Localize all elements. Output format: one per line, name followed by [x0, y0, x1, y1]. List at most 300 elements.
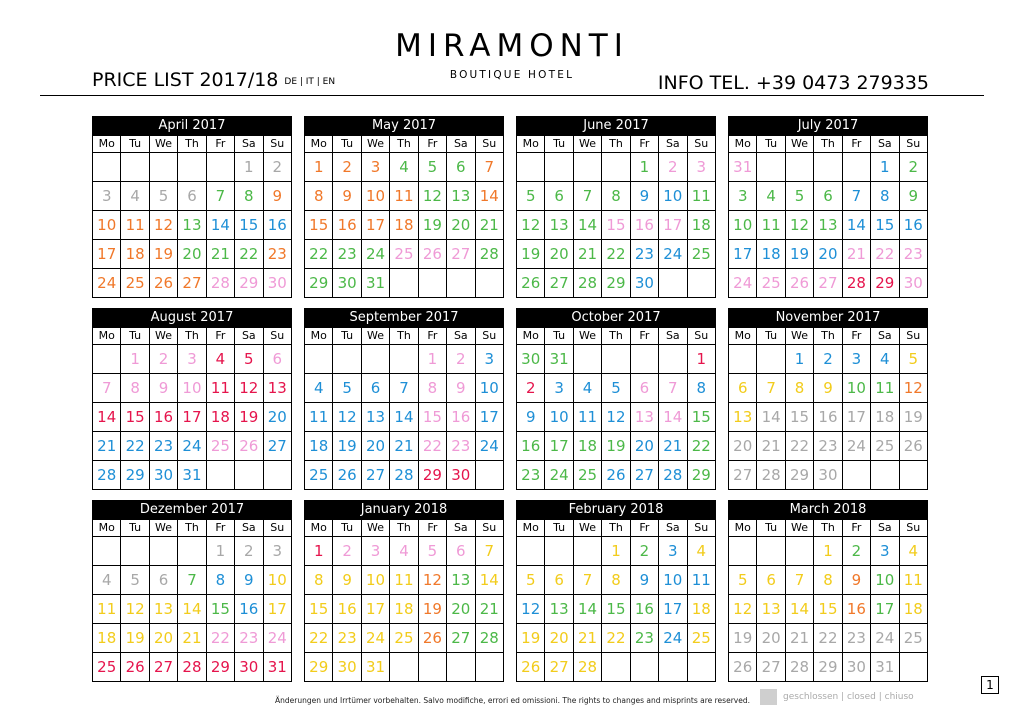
weekday-header: Th — [814, 136, 842, 153]
day-cell: 14 — [785, 595, 813, 624]
day-cell: 9 — [149, 374, 177, 403]
weekday-header: Sa — [447, 136, 475, 153]
week-row — [517, 566, 716, 595]
day-cell: 10 — [263, 566, 291, 595]
day-cell — [687, 269, 715, 298]
month-title: May 2017 — [304, 116, 504, 135]
day-cell: 30 — [842, 653, 870, 682]
day-cell: 17 — [263, 595, 291, 624]
day-cell: 29 — [814, 653, 842, 682]
day-cell: 6 — [545, 182, 573, 211]
day-cell — [305, 345, 333, 374]
day-cell: 5 — [517, 182, 545, 211]
day-cell: 8 — [871, 182, 899, 211]
day-cell: 17 — [729, 240, 757, 269]
day-cell: 6 — [149, 566, 177, 595]
day-cell: 1 — [235, 153, 263, 182]
day-cell: 16 — [899, 211, 927, 240]
weekday-header: Sa — [447, 328, 475, 345]
weekday-header: Fr — [630, 520, 658, 537]
week-row — [517, 211, 716, 240]
day-cell — [475, 653, 503, 682]
day-cell: 20 — [361, 432, 389, 461]
day-cell: 24 — [659, 624, 687, 653]
closed-swatch — [760, 689, 777, 705]
day-cell: 30 — [517, 345, 545, 374]
day-cell: 7 — [475, 153, 503, 182]
day-cell: 4 — [687, 537, 715, 566]
day-cell: 27 — [545, 653, 573, 682]
day-cell: 25 — [687, 240, 715, 269]
day-cell: 28 — [206, 269, 234, 298]
day-cell: 21 — [573, 240, 601, 269]
weekday-header: Tu — [545, 136, 573, 153]
week-row — [517, 653, 716, 682]
weekday-header: Tu — [757, 520, 785, 537]
day-cell — [785, 153, 813, 182]
day-cell: 7 — [573, 566, 601, 595]
month-title: February 2018 — [516, 500, 716, 519]
day-cell: 17 — [659, 595, 687, 624]
day-cell: 15 — [687, 403, 715, 432]
day-cell: 26 — [517, 269, 545, 298]
month-table — [728, 135, 928, 298]
day-cell: 9 — [263, 182, 291, 211]
week-row — [517, 345, 716, 374]
month-calendar — [516, 308, 716, 490]
day-cell: 22 — [602, 240, 630, 269]
day-cell: 8 — [235, 182, 263, 211]
day-cell: 14 — [390, 403, 418, 432]
day-cell: 7 — [757, 374, 785, 403]
day-cell: 2 — [333, 153, 361, 182]
day-cell: 4 — [899, 537, 927, 566]
weekday-header: Su — [899, 520, 927, 537]
day-cell: 21 — [842, 240, 870, 269]
day-cell: 17 — [475, 403, 503, 432]
day-cell: 10 — [729, 211, 757, 240]
day-cell: 19 — [729, 624, 757, 653]
day-cell: 13 — [545, 595, 573, 624]
day-cell — [757, 153, 785, 182]
weekday-header: Th — [178, 328, 206, 345]
weekday-header: Th — [390, 328, 418, 345]
day-cell: 13 — [545, 211, 573, 240]
day-cell: 6 — [263, 345, 291, 374]
weekday-header: We — [573, 520, 601, 537]
day-cell: 27 — [814, 269, 842, 298]
day-cell: 12 — [517, 211, 545, 240]
weekday-header: Fr — [206, 520, 234, 537]
day-cell — [235, 461, 263, 490]
day-cell: 26 — [517, 653, 545, 682]
day-cell: 4 — [573, 374, 601, 403]
day-cell: 12 — [121, 595, 149, 624]
day-cell: 1 — [630, 153, 658, 182]
day-cell: 29 — [206, 653, 234, 682]
day-cell: 22 — [785, 432, 813, 461]
month-calendar — [92, 500, 292, 682]
weekday-header: Sa — [235, 136, 263, 153]
day-cell: 9 — [333, 566, 361, 595]
day-cell: 20 — [814, 240, 842, 269]
day-cell: 28 — [757, 461, 785, 490]
weekday-header: Su — [687, 520, 715, 537]
month-table — [92, 519, 292, 682]
day-cell: 14 — [475, 182, 503, 211]
day-cell: 12 — [418, 182, 446, 211]
weekday-header: Mo — [729, 520, 757, 537]
weekday-header: Su — [475, 520, 503, 537]
day-cell: 20 — [545, 624, 573, 653]
day-cell: 11 — [871, 374, 899, 403]
week-row — [93, 211, 292, 240]
day-cell: 23 — [333, 624, 361, 653]
day-cell: 3 — [93, 182, 121, 211]
day-cell: 9 — [447, 374, 475, 403]
month-table — [304, 327, 504, 490]
day-cell: 14 — [573, 595, 601, 624]
day-cell: 22 — [305, 624, 333, 653]
weekday-header: Fr — [630, 136, 658, 153]
day-cell: 22 — [305, 240, 333, 269]
day-cell: 10 — [871, 566, 899, 595]
day-cell: 26 — [333, 461, 361, 490]
week-row — [729, 403, 928, 432]
day-cell: 22 — [121, 432, 149, 461]
weekday-header: Tu — [545, 520, 573, 537]
day-cell: 3 — [263, 537, 291, 566]
week-row — [305, 537, 504, 566]
day-cell: 28 — [573, 653, 601, 682]
day-cell: 30 — [814, 461, 842, 490]
day-cell: 14 — [93, 403, 121, 432]
day-cell: 24 — [93, 269, 121, 298]
day-cell: 5 — [235, 345, 263, 374]
day-cell: 24 — [178, 432, 206, 461]
month-calendar — [728, 116, 928, 298]
weekday-header: Su — [687, 328, 715, 345]
weekday-header: Fr — [206, 328, 234, 345]
week-row — [729, 211, 928, 240]
day-cell: 19 — [602, 432, 630, 461]
day-cell — [178, 153, 206, 182]
weekday-header: Sa — [235, 520, 263, 537]
day-cell: 18 — [390, 595, 418, 624]
weekday-header: Th — [178, 520, 206, 537]
weekday-header: Tu — [333, 520, 361, 537]
day-cell: 19 — [418, 595, 446, 624]
day-cell — [757, 537, 785, 566]
day-cell: 25 — [687, 624, 715, 653]
day-cell — [263, 461, 291, 490]
weekday-header: Mo — [93, 328, 121, 345]
day-cell: 8 — [687, 374, 715, 403]
day-cell: 29 — [305, 269, 333, 298]
day-cell: 8 — [121, 374, 149, 403]
day-cell: 6 — [729, 374, 757, 403]
week-row — [93, 432, 292, 461]
weekday-header: Su — [899, 328, 927, 345]
day-cell: 8 — [785, 374, 813, 403]
day-cell — [573, 537, 601, 566]
weekday-header: Th — [814, 520, 842, 537]
day-cell: 17 — [361, 211, 389, 240]
weekday-header: Sa — [659, 520, 687, 537]
week-row — [729, 566, 928, 595]
day-cell: 30 — [333, 653, 361, 682]
month-calendar — [304, 308, 504, 490]
weekday-header: Tu — [121, 520, 149, 537]
day-cell: 25 — [757, 269, 785, 298]
day-cell: 18 — [93, 624, 121, 653]
day-cell: 21 — [93, 432, 121, 461]
day-cell: 23 — [814, 432, 842, 461]
day-cell: 28 — [785, 653, 813, 682]
day-cell: 14 — [842, 211, 870, 240]
weekday-header: Tu — [333, 136, 361, 153]
month-title: July 2017 — [728, 116, 928, 135]
weekday-header: Su — [263, 136, 291, 153]
day-cell: 15 — [785, 403, 813, 432]
day-cell: 28 — [178, 653, 206, 682]
weekday-header: Mo — [305, 136, 333, 153]
day-cell: 16 — [814, 403, 842, 432]
day-cell: 9 — [333, 182, 361, 211]
weekday-header: Su — [475, 136, 503, 153]
day-cell: 8 — [814, 566, 842, 595]
day-cell — [149, 537, 177, 566]
weekday-header: Mo — [517, 520, 545, 537]
day-cell: 26 — [418, 624, 446, 653]
day-cell: 5 — [149, 182, 177, 211]
week-row — [305, 269, 504, 298]
day-cell: 12 — [602, 403, 630, 432]
day-cell: 2 — [517, 374, 545, 403]
week-row — [729, 461, 928, 490]
day-cell: 20 — [149, 624, 177, 653]
day-cell: 15 — [602, 595, 630, 624]
day-cell: 16 — [517, 432, 545, 461]
week-row — [305, 461, 504, 490]
day-cell — [814, 153, 842, 182]
day-cell: 13 — [178, 211, 206, 240]
weekday-header: Th — [390, 136, 418, 153]
day-cell — [545, 537, 573, 566]
day-cell: 21 — [573, 624, 601, 653]
day-cell: 16 — [630, 595, 658, 624]
weekday-header: We — [785, 136, 813, 153]
weekday-header: Sa — [871, 520, 899, 537]
weekday-header: Su — [263, 520, 291, 537]
month-calendar — [728, 500, 928, 682]
week-row — [517, 182, 716, 211]
day-cell: 4 — [871, 345, 899, 374]
day-cell: 26 — [121, 653, 149, 682]
day-cell — [729, 537, 757, 566]
month-table — [92, 135, 292, 298]
day-cell: 2 — [263, 153, 291, 182]
day-cell: 13 — [630, 403, 658, 432]
weekday-header: We — [785, 328, 813, 345]
day-cell — [545, 153, 573, 182]
day-cell: 31 — [263, 653, 291, 682]
day-cell: 5 — [121, 566, 149, 595]
day-cell: 11 — [121, 211, 149, 240]
day-cell: 24 — [842, 432, 870, 461]
day-cell: 9 — [814, 374, 842, 403]
weekday-header: Fr — [842, 328, 870, 345]
week-row — [729, 153, 928, 182]
week-row — [305, 403, 504, 432]
week-row — [93, 537, 292, 566]
day-cell: 6 — [757, 566, 785, 595]
day-cell — [121, 537, 149, 566]
day-cell: 21 — [757, 432, 785, 461]
day-cell: 2 — [899, 153, 927, 182]
day-cell — [602, 653, 630, 682]
day-cell: 2 — [630, 537, 658, 566]
day-cell: 29 — [235, 269, 263, 298]
day-cell — [447, 269, 475, 298]
day-cell: 5 — [418, 537, 446, 566]
day-cell: 8 — [418, 374, 446, 403]
day-cell: 25 — [573, 461, 601, 490]
day-cell: 22 — [418, 432, 446, 461]
day-cell — [659, 269, 687, 298]
day-cell: 4 — [305, 374, 333, 403]
day-cell: 10 — [178, 374, 206, 403]
day-cell: 8 — [206, 566, 234, 595]
day-cell: 3 — [361, 153, 389, 182]
day-cell: 17 — [93, 240, 121, 269]
day-cell: 24 — [263, 624, 291, 653]
week-row — [305, 182, 504, 211]
weekday-header: Fr — [842, 136, 870, 153]
week-row — [93, 461, 292, 490]
day-cell — [206, 153, 234, 182]
day-cell: 12 — [418, 566, 446, 595]
day-cell: 31 — [729, 153, 757, 182]
day-cell: 13 — [447, 182, 475, 211]
day-cell: 17 — [842, 403, 870, 432]
weekday-header: We — [361, 328, 389, 345]
day-cell: 8 — [305, 566, 333, 595]
day-cell: 21 — [475, 211, 503, 240]
week-row — [93, 345, 292, 374]
month-title: June 2017 — [516, 116, 716, 135]
day-cell: 1 — [206, 537, 234, 566]
week-row — [729, 240, 928, 269]
day-cell: 27 — [757, 653, 785, 682]
week-row — [305, 240, 504, 269]
weekday-header: We — [785, 520, 813, 537]
day-cell: 24 — [361, 240, 389, 269]
week-row — [729, 595, 928, 624]
day-cell: 3 — [475, 345, 503, 374]
logo-name: MIRAMONTI — [395, 28, 629, 64]
day-cell: 21 — [475, 595, 503, 624]
day-cell — [93, 537, 121, 566]
day-cell: 22 — [602, 624, 630, 653]
day-cell: 7 — [659, 374, 687, 403]
day-cell: 17 — [178, 403, 206, 432]
week-row — [305, 624, 504, 653]
day-cell — [659, 653, 687, 682]
day-cell: 19 — [121, 624, 149, 653]
weekday-header: Sa — [659, 136, 687, 153]
day-cell: 9 — [630, 182, 658, 211]
day-cell: 16 — [842, 595, 870, 624]
day-cell: 5 — [729, 566, 757, 595]
week-row — [517, 432, 716, 461]
day-cell: 19 — [418, 211, 446, 240]
day-cell: 1 — [687, 345, 715, 374]
day-cell: 19 — [149, 240, 177, 269]
day-cell: 18 — [687, 211, 715, 240]
day-cell: 27 — [178, 269, 206, 298]
weekday-header: Th — [602, 520, 630, 537]
day-cell: 27 — [361, 461, 389, 490]
day-cell: 10 — [361, 566, 389, 595]
day-cell: 31 — [871, 653, 899, 682]
day-cell — [418, 269, 446, 298]
day-cell: 22 — [235, 240, 263, 269]
week-row — [305, 345, 504, 374]
page-number: 1 — [981, 676, 999, 694]
day-cell: 6 — [361, 374, 389, 403]
day-cell: 11 — [573, 403, 601, 432]
week-row — [93, 240, 292, 269]
language-links[interactable]: DE | IT | EN — [284, 77, 336, 87]
day-cell: 10 — [659, 182, 687, 211]
price-list-title — [92, 69, 335, 91]
month-table — [516, 327, 716, 490]
day-cell: 13 — [729, 403, 757, 432]
day-cell: 2 — [235, 537, 263, 566]
day-cell: 3 — [659, 537, 687, 566]
weekday-header: Sa — [871, 136, 899, 153]
day-cell: 16 — [333, 211, 361, 240]
day-cell: 29 — [785, 461, 813, 490]
weekday-header: We — [149, 136, 177, 153]
day-cell: 30 — [235, 653, 263, 682]
day-cell: 19 — [517, 624, 545, 653]
weekday-header: Fr — [418, 520, 446, 537]
day-cell: 2 — [149, 345, 177, 374]
day-cell: 16 — [149, 403, 177, 432]
day-cell: 1 — [785, 345, 813, 374]
month-title: April 2017 — [92, 116, 292, 135]
day-cell: 3 — [545, 374, 573, 403]
day-cell: 14 — [475, 566, 503, 595]
day-cell: 6 — [630, 374, 658, 403]
day-cell: 23 — [899, 240, 927, 269]
price-list-label: PRICE LIST 2017/18 — [92, 69, 279, 91]
week-row — [517, 461, 716, 490]
month-calendar — [304, 500, 504, 682]
day-cell: 7 — [475, 537, 503, 566]
day-cell: 18 — [121, 240, 149, 269]
weekday-header: Th — [602, 136, 630, 153]
weekday-header: Sa — [235, 328, 263, 345]
day-cell: 15 — [602, 211, 630, 240]
day-cell — [206, 461, 234, 490]
day-cell: 10 — [361, 182, 389, 211]
day-cell: 11 — [390, 182, 418, 211]
day-cell: 17 — [871, 595, 899, 624]
month-title: November 2017 — [728, 308, 928, 327]
